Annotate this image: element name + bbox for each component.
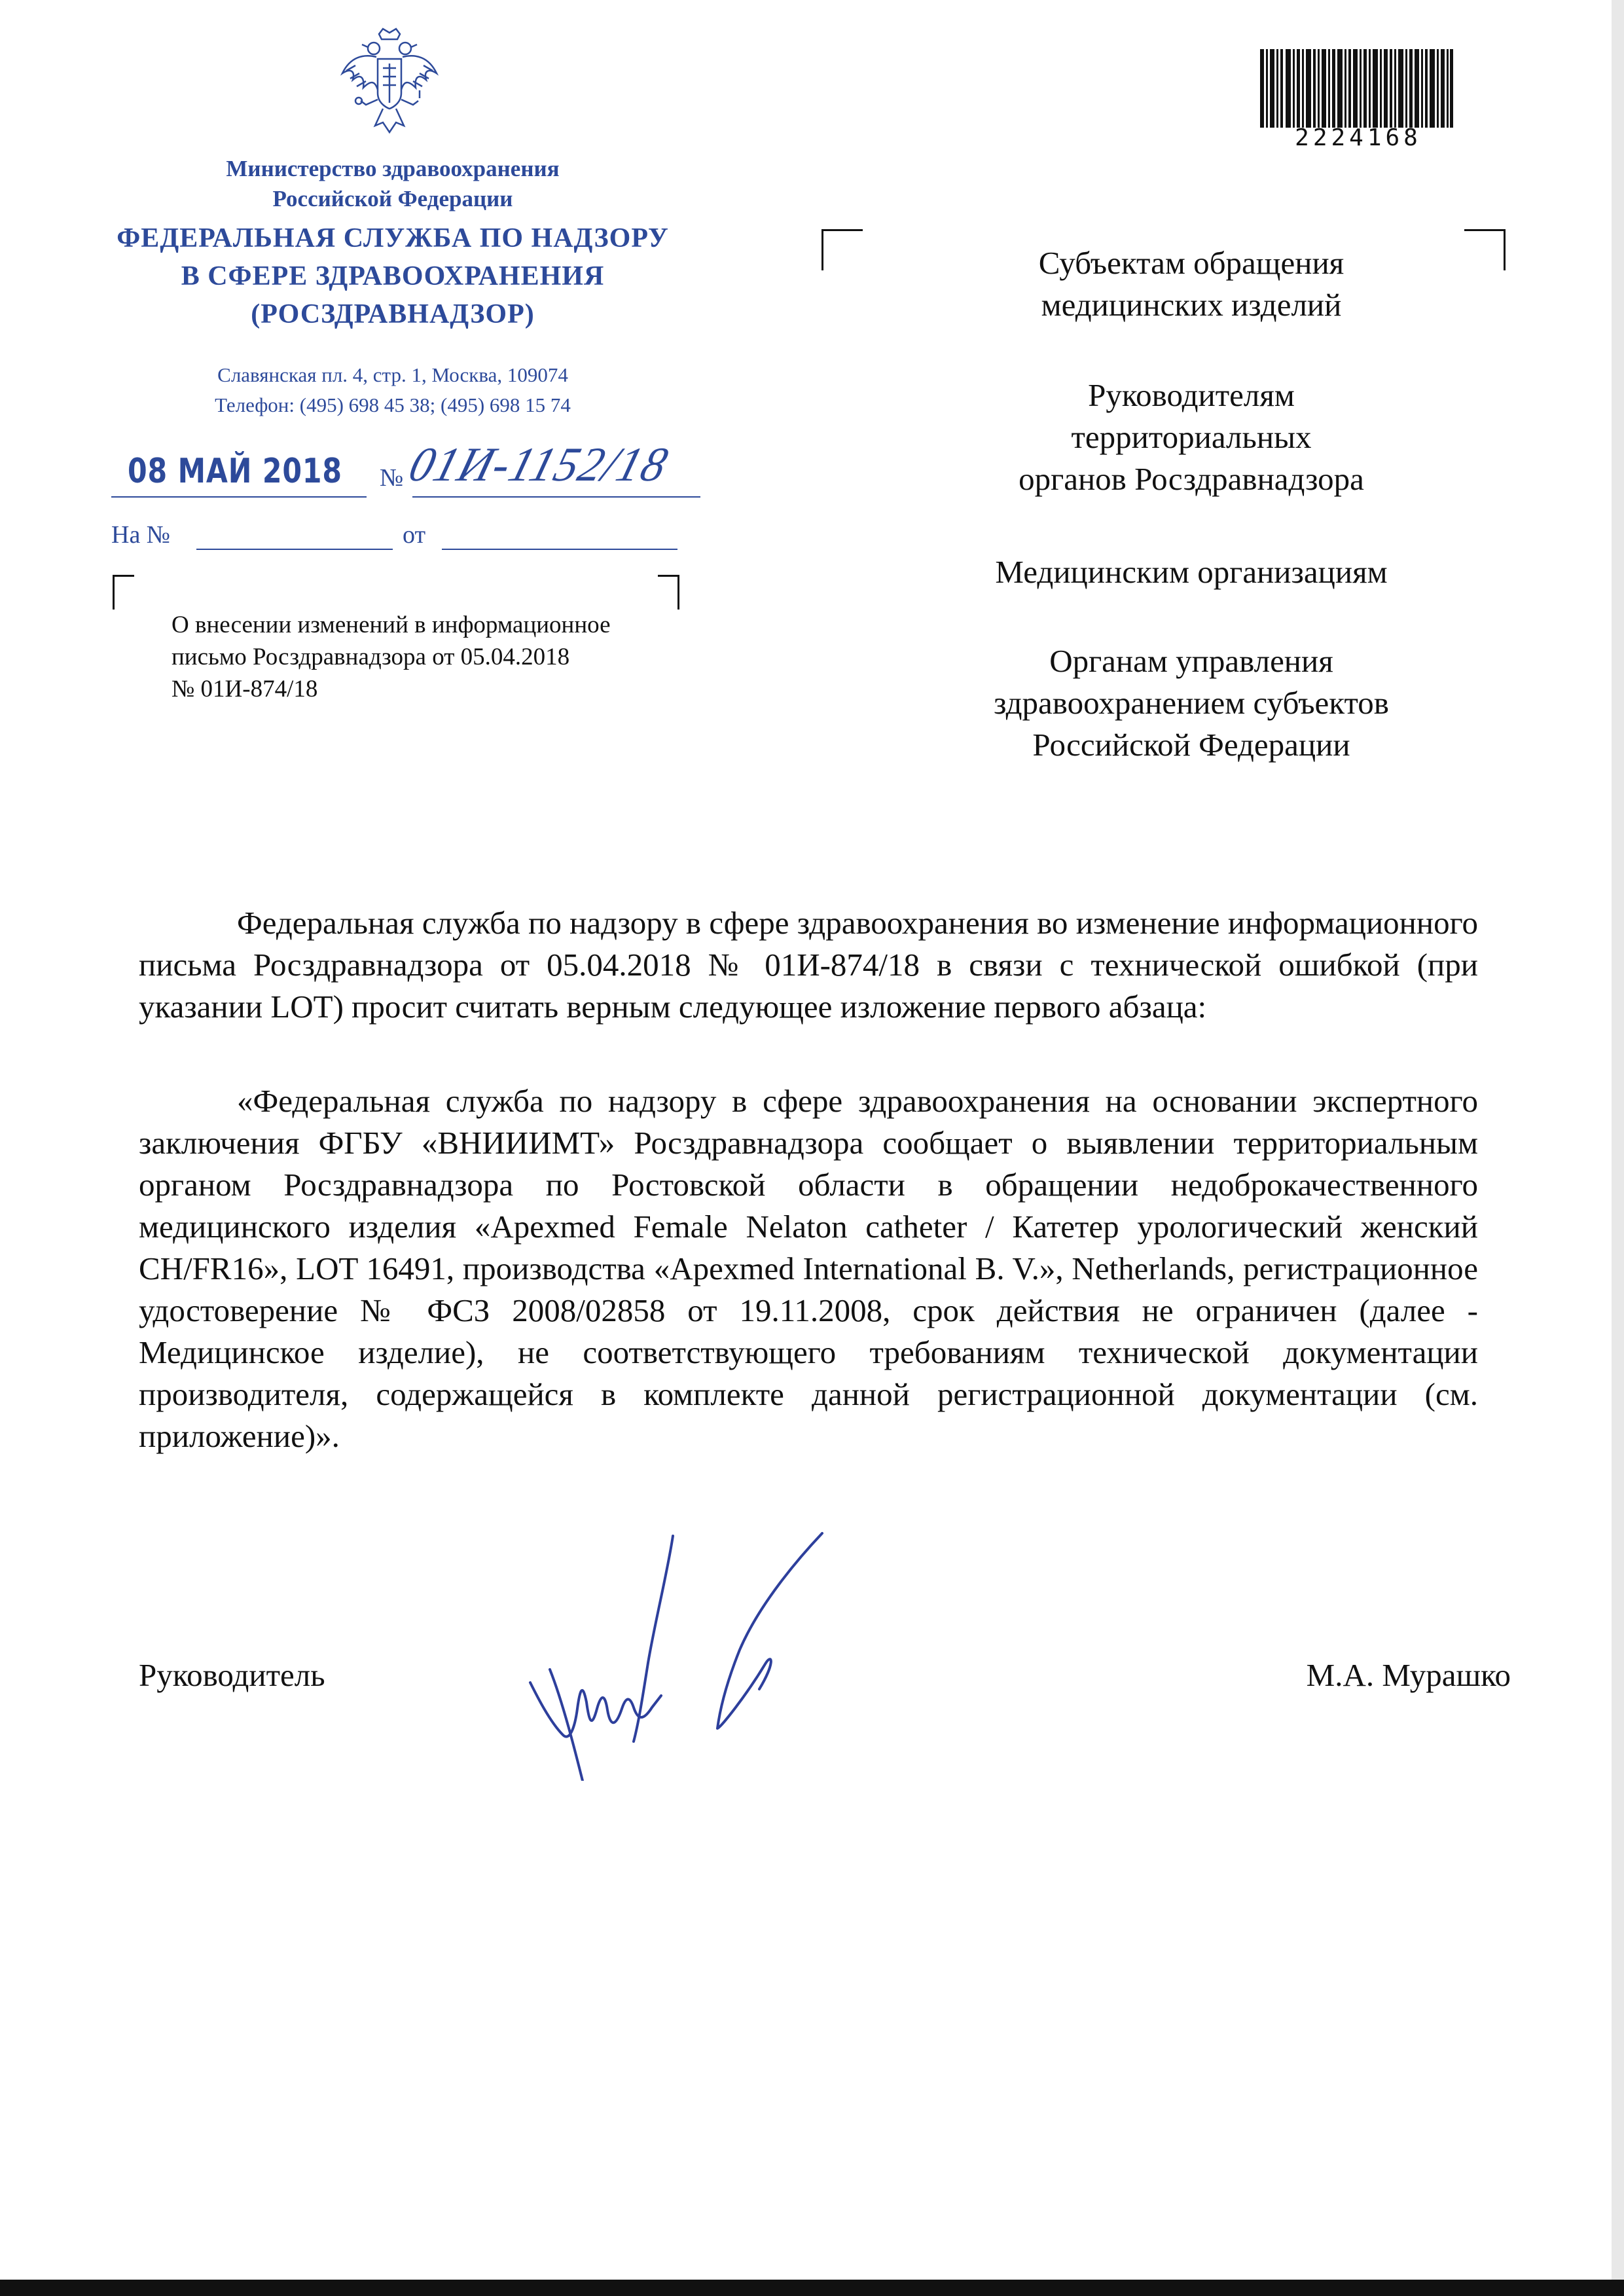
reply-to-date-label: от — [403, 521, 426, 549]
reply-to-number-underline — [196, 549, 393, 550]
body-paragraph-2: «Федеральная служба по надзору в сфере здравоохранения на основании экспертного заключения ФГБУ «ВНИИИМТ» Росздравнадзора сообщает о выявлении территориальным органом Росздравнадзора по Ростовской области в обращении недоброкачественного медицинского изделия «Apexmed Female Nelaton catheter / Катетер урологический женский CH/FR16», LOT 16491, производства «Apexmed International B. V.», Netherlands, регистрационное удостоверение № ФСЗ 2008/02858 от 19.11.2008, срок действия не ограничен (далее - Медицинское изделие), не соответствующего требованиям технической документации производителя, содержащейся в комплекте данной регистрационной документации (см. приложение)». — [139, 1083, 1478, 1454]
outgoing-number-handwritten: 01И-1152/18 — [403, 438, 675, 492]
addressee-3: Медицинским организациям — [995, 554, 1388, 590]
number-underline — [412, 496, 700, 498]
coat-of-arms-emblem — [337, 27, 442, 145]
date-stamp: 08 МАЙ 2018 — [128, 452, 342, 491]
reply-to-date-underline — [442, 549, 677, 550]
scan-edge — [1612, 0, 1624, 2296]
addressee-1: Субъектам обращения медицинских изделий — [1038, 245, 1344, 323]
addressee-4: Органам управления здравоохранением субъектов Российской Федерации — [994, 643, 1389, 763]
subject-corner-left — [113, 575, 134, 610]
service-address: Славянская пл. 4, стр. 1, Москва, 109074 Телефон: (495) 698 45 38; (495) 698 15 74 — [215, 363, 571, 416]
handwritten-signature — [524, 1532, 851, 1781]
reply-to-number-label: На № — [111, 521, 171, 549]
ministry-name: Министерство здравоохранения Российской Федерации — [226, 156, 560, 211]
body-paragraph-1: Федеральная служба по надзору в сфере здравоохранения во изменение информационного письма Росздравнадзора от 05.04.2018 № 01И-874/18 в связи с технической ошибкой (при указании LOT) просит считать верным следующее изложение первого абзаца: — [139, 905, 1478, 1025]
signatory-name: М.А. Мурашко — [1306, 1657, 1511, 1693]
number-label: № — [380, 464, 404, 492]
letter-subject: О внесении изменений в информационное письмо Росздравнадзора от 05.04.2018 № 01И-874/18 — [171, 611, 611, 702]
date-underline — [111, 496, 367, 498]
addressee-2: Руководителям территориальных органов Росздравнадзора — [1019, 377, 1364, 497]
barcode-number: 2224168 — [1295, 124, 1422, 151]
signatory-title: Руководитель — [139, 1657, 325, 1693]
subject-corner-right — [658, 575, 679, 610]
addressee-corner-left — [821, 229, 863, 270]
service-name: ФЕДЕРАЛЬНАЯ СЛУЖБА ПО НАДЗОРУ В СФЕРЕ ЗДРАВООХРАНЕНИЯ (РОСЗДРАВНАДЗОР) — [117, 223, 669, 329]
scan-bottom-border — [0, 2280, 1624, 2296]
